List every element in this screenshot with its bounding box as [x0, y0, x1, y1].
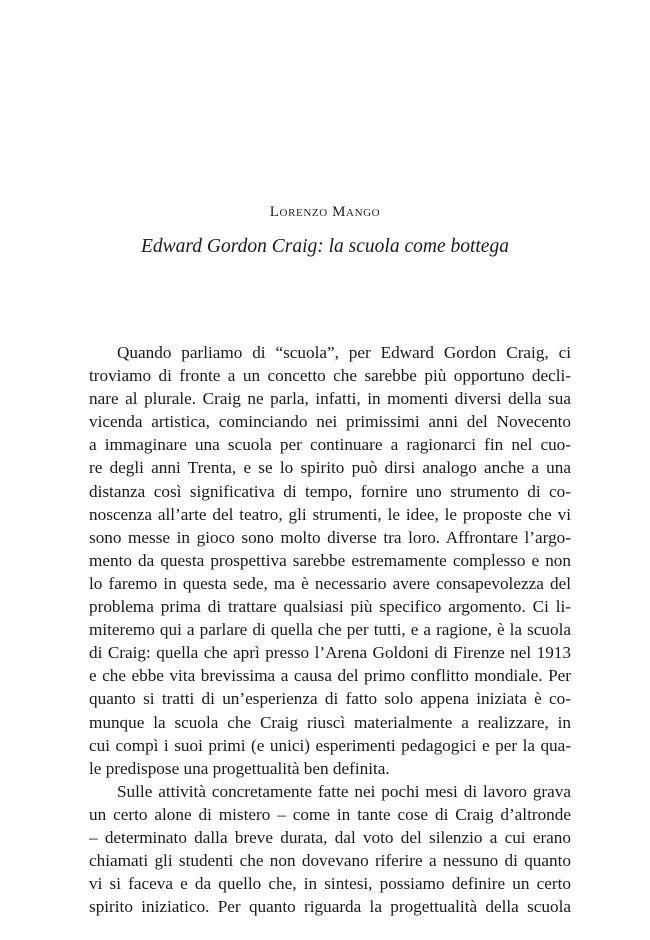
text-line: quanto si tratti di un’esperienza di fatto solo appena iniziata è co-: [89, 689, 571, 709]
text-line: spirito iniziatico. Per quanto riguarda la progettualità della scuola: [89, 897, 571, 917]
text-line: – determinato dalla breve durata, dal voto del silenzio a cui erano: [89, 827, 571, 847]
text-line: distanza così significativa di tempo, fornire uno strumento di co-: [89, 481, 571, 501]
chapter-title: Edward Gordon Craig: la scuola come bottega: [141, 236, 509, 257]
text-line: e che ebbe vita brevissima a causa del primo conflitto mondiale. Per: [89, 666, 571, 686]
text-line: re degli anni Trenta, e se lo spirito può dirsi analogo anche a una: [89, 458, 571, 478]
text-line: lo faremo in questa sede, ma è necessario avere consapevolezza del: [89, 573, 571, 593]
text-line: munque la scuola che Craig riuscì materialmente a realizzare, in: [89, 712, 571, 732]
text-line: Sulle attività concretamente fatte nei pochi mesi di lavoro grava: [117, 781, 571, 801]
author-name: Lorenzo Mango: [269, 204, 381, 220]
body-text: [89, 341, 571, 918]
text-line: chiamati gli studenti che non dovevano riferire a nessuno di quanto: [89, 851, 571, 871]
text-line: mento da questa prospettiva sarebbe estremamente complesso e non: [89, 550, 571, 570]
text-line: cui compì i suoi primi (e unici) esperimenti pedagogici e per la qua-: [89, 735, 571, 755]
text-line: miteremo qui a parlare di quella che per tutti, e a ragione, è la scuola: [89, 620, 571, 640]
text-line: noscenza all’arte del teatro, gli strumenti, le idee, le proposte che vi: [89, 504, 571, 524]
text-line: nare al plurale. Craig ne parla, infatti, in momenti diversi della sua: [89, 389, 571, 409]
text-line: di Craig: quella che aprì presso l’Arena Goldoni di Firenze nel 1913: [89, 643, 571, 663]
text-line: le predispose una progettualità ben definita.: [89, 758, 390, 778]
text-line: sono messe in gioco sono molto diverse tra loro. Affrontare l’argo-: [89, 527, 571, 547]
text-line: vicenda artistica, cominciando nei primissimi anni del Novecento: [89, 412, 571, 432]
text-line: troviamo di fronte a un concetto che sarebbe più opportuno decli-: [89, 366, 571, 386]
text-line: problema prima di trattare qualsiasi più specifico argomento. Ci li-: [89, 597, 571, 617]
text-line: un certo alone di mistero – come in tante cose di Craig d’altronde: [89, 804, 571, 824]
text-line: vi si faceva e da quello che, in sintesi, possiamo definire un certo: [89, 874, 571, 894]
text-line: a immaginare una scuola per continuare a ragionarci fin nel cuo-: [89, 435, 571, 455]
text-line: Quando parliamo di “scuola”, per Edward Gordon Craig, ci: [117, 343, 571, 362]
